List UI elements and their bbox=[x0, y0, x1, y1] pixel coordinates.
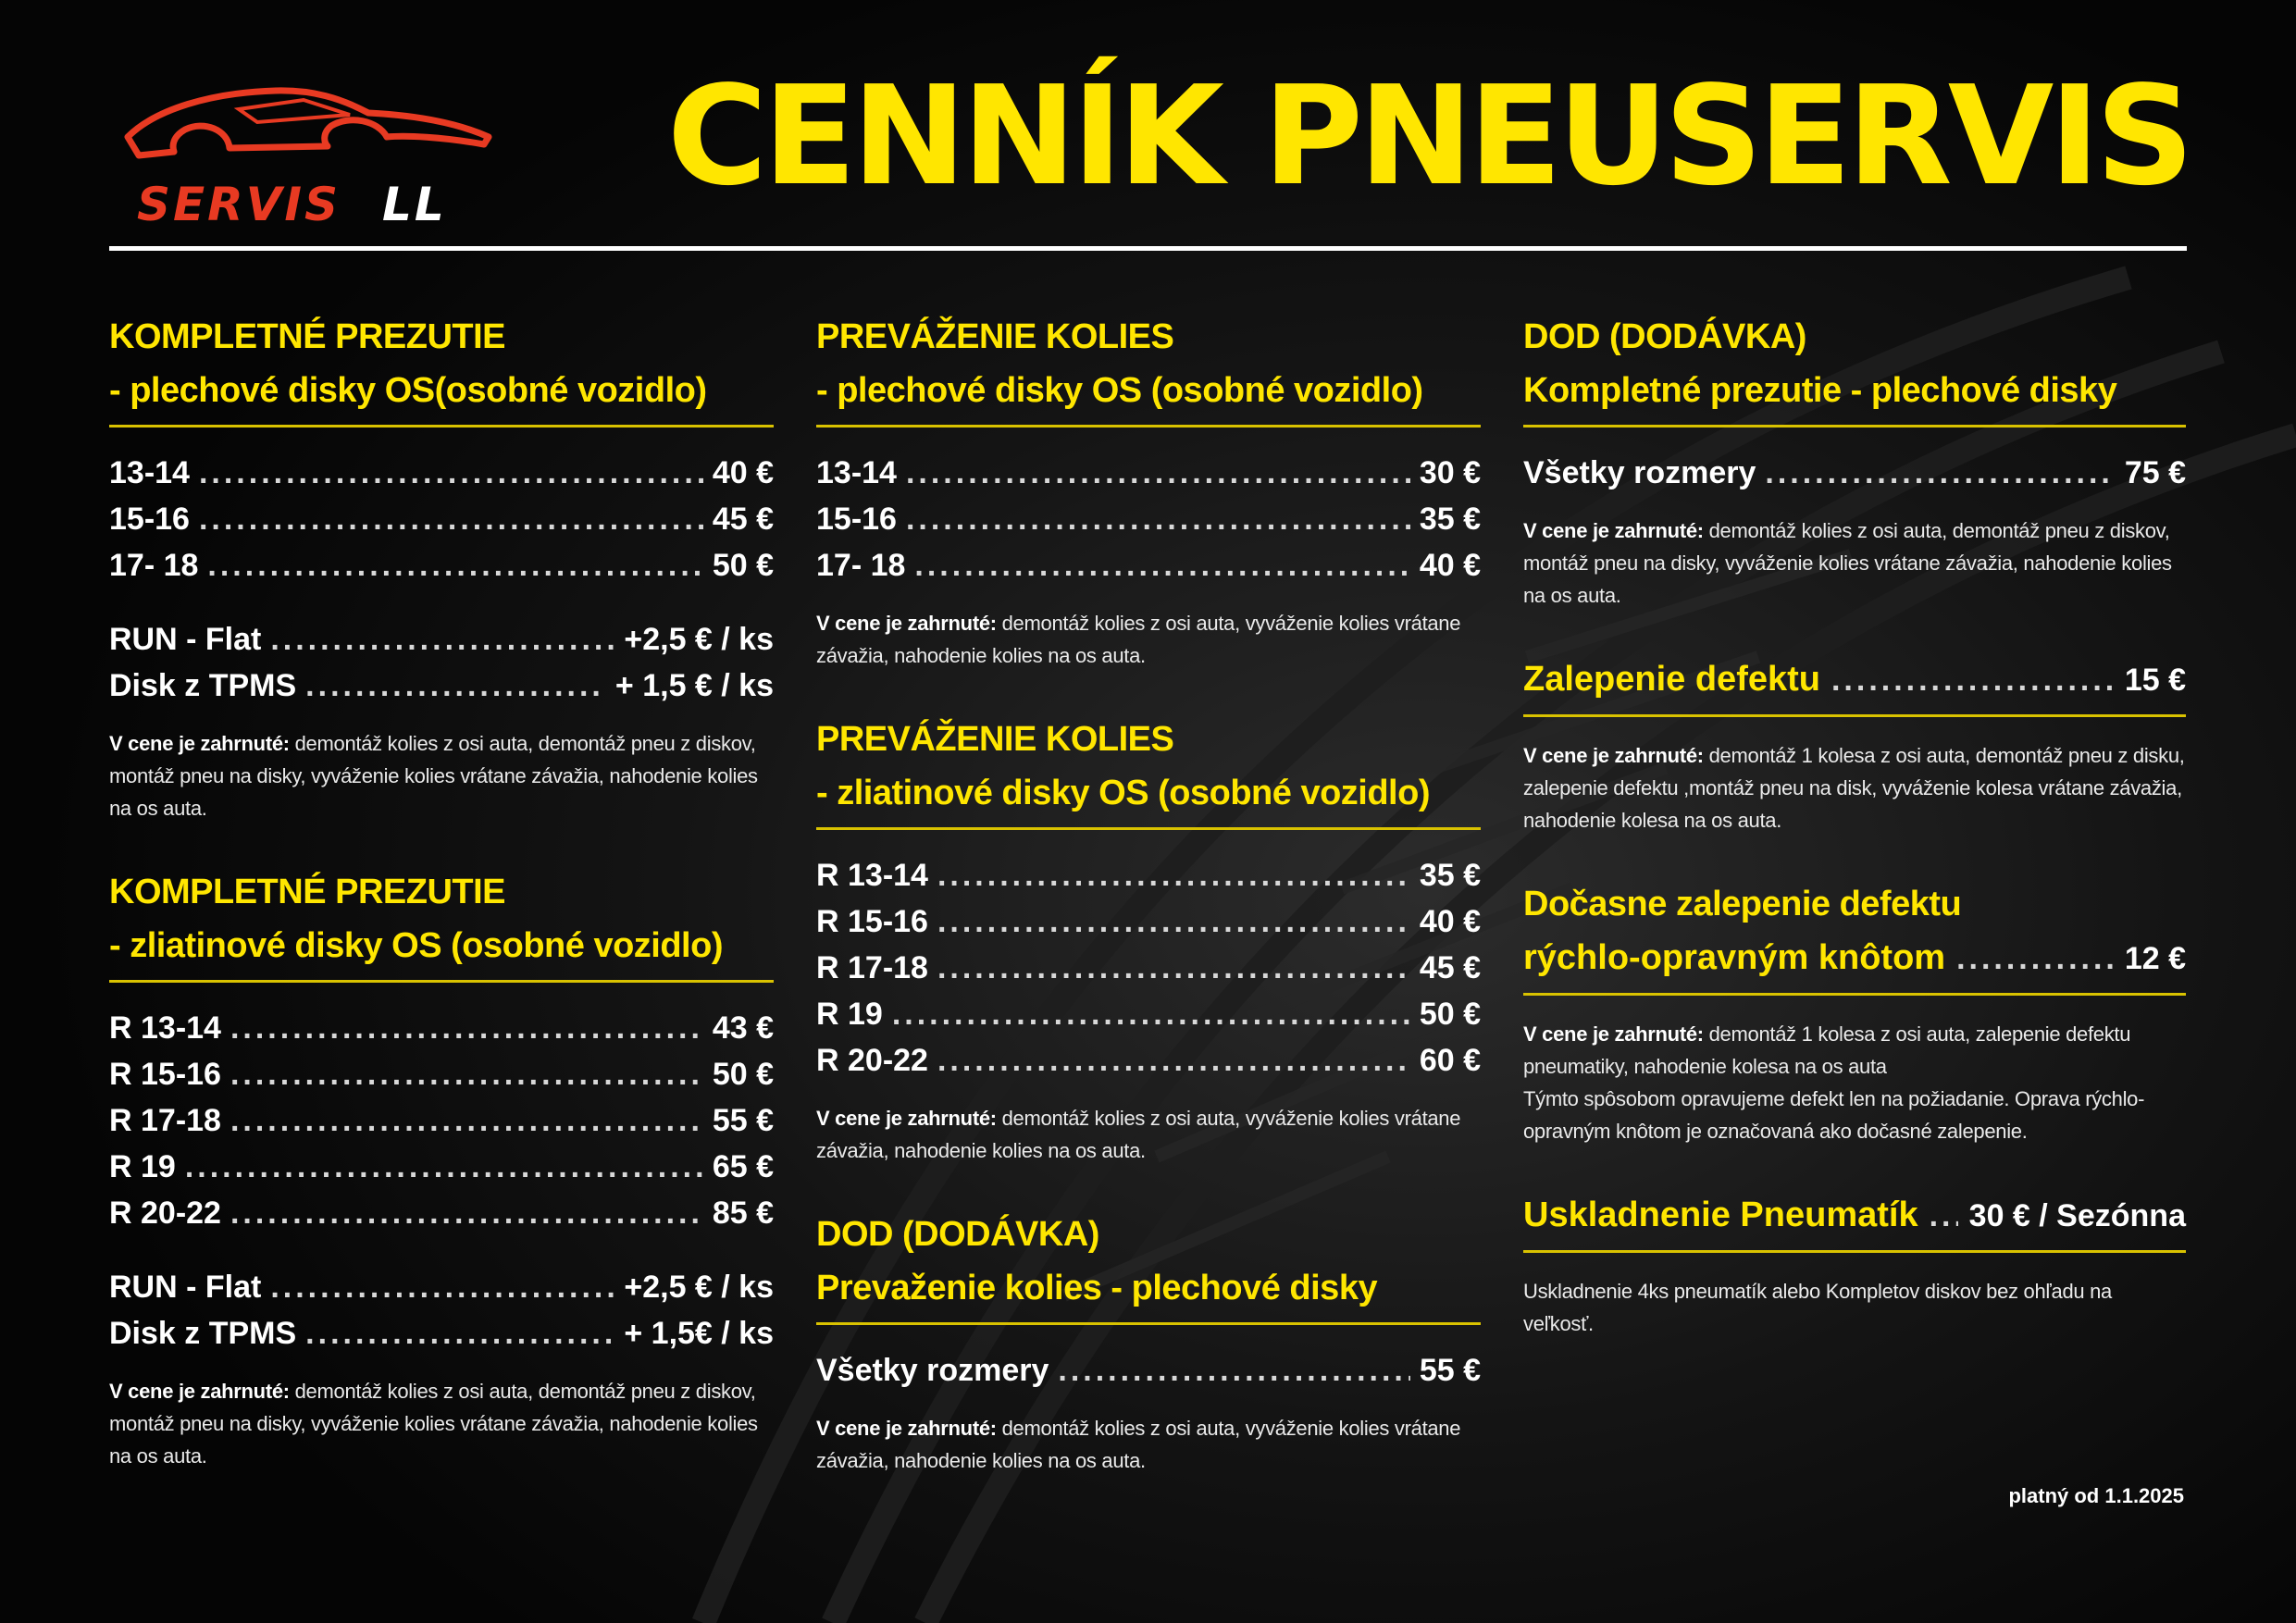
section-divider bbox=[816, 425, 1481, 427]
extra-price-row: RUN - Flat ..... +2,5 € / ks bbox=[109, 1264, 774, 1310]
column-kompletne-prezutie bbox=[109, 310, 774, 1472]
included-note: V cene je zahrnuté: demontáž kolies z osi auta, demontáž pneu z diskov, montáž pneu na disky, vyváženie kolies vrátane závažia, nahodenie kolies na os auta. bbox=[109, 1380, 758, 1468]
price-row: R 13-14 ..... 35 € bbox=[816, 852, 1481, 898]
extra-price-row: Disk z TPMS ..... + 1,5 € / ks bbox=[109, 663, 774, 709]
included-note: V cene je zahrnuté: demontáž kolies z osi auta, vyváženie kolies vrátane závažia, nahodenie kolies na os auta. bbox=[816, 1107, 1461, 1162]
price-row: Všetky rozmery ..... 55 € bbox=[816, 1347, 1481, 1394]
defect-repair-heading: Zalepenie defektu ..... 15 € bbox=[1523, 652, 2186, 707]
section-heading: DOD (DODÁVKA) bbox=[816, 1215, 1099, 1254]
section-divider bbox=[1523, 425, 2186, 427]
included-note: V cene je zahrnuté: demontáž 1 kolesa z osi auta, zalepenie defektu pneumatiky, nahodenie kolesa na os auta Týmto spôsobom opravujeme defekt len na požiadanie. Oprava rýchlo-opravným knôtom je označovaná ako dočasné zalepenie. bbox=[1523, 1022, 2145, 1143]
temporary-repair-heading: rýchlo-opravným knôtom ..... 12 € bbox=[1523, 931, 2186, 985]
price-row: R 19 ..... 50 € bbox=[816, 991, 1481, 1037]
section-divider bbox=[1523, 993, 2186, 996]
section-divider bbox=[109, 425, 774, 427]
price-row: 17- 18 ..... 50 € bbox=[109, 542, 774, 588]
section-divider bbox=[816, 827, 1481, 830]
section-divider bbox=[1523, 714, 2186, 717]
servisll-logo bbox=[118, 81, 498, 229]
svg-text:SERVIS: SERVIS bbox=[137, 178, 341, 229]
valid-from-date: platný od 1.1.2025 bbox=[2008, 1484, 2184, 1507]
section-heading: DOD (DODÁVKA) bbox=[1523, 317, 1806, 356]
price-row: R 17-18 ..... 45 € bbox=[816, 945, 1481, 991]
included-note: V cene je zahrnuté: demontáž 1 kolesa z osi auta, demontáž pneu z disku, zalepenie defektu ,montáž pneu na disk, vyváženie kolesa vrátane závažia, nahodenie kolesa na os auta. bbox=[1523, 744, 2185, 832]
section-heading: KOMPLETNÉ PREZUTIE bbox=[109, 317, 506, 356]
price-row: 13-14 ..... 40 € bbox=[109, 450, 774, 496]
included-note: V cene je zahrnuté: demontáž kolies z osi auta, vyváženie kolies vrátane závažia, nahodenie kolies na os auta. bbox=[816, 1417, 1461, 1472]
section-subheading: Prevaženie kolies - plechové disky bbox=[816, 1269, 1378, 1307]
extra-price-row: Disk z TPMS ..... + 1,5€ / ks bbox=[109, 1310, 774, 1357]
price-row: R 19 ..... 65 € bbox=[109, 1144, 774, 1190]
column-dodavka-a-defekty bbox=[1523, 310, 2186, 1340]
section-subheading: - zliatinové disky OS (osobné vozidlo) bbox=[816, 774, 1430, 812]
section-divider bbox=[816, 1322, 1481, 1325]
price-row: 13-14 ..... 30 € bbox=[816, 450, 1481, 496]
price-row: R 15-16 ..... 50 € bbox=[109, 1051, 774, 1097]
section-heading: PREVÁŽENIE KOLIES bbox=[816, 720, 1174, 759]
extra-price-row: RUN - Flat ..... +2,5 € / ks bbox=[109, 616, 774, 663]
price-row: R 13-14 ..... 43 € bbox=[109, 1005, 774, 1051]
column-prevazenie-kolies bbox=[816, 310, 1481, 1477]
price-row: 15-16 ..... 35 € bbox=[816, 496, 1481, 542]
section-subheading: - plechové disky OS(osobné vozidlo) bbox=[109, 371, 707, 410]
section-heading: Dočasne zalepenie defektu bbox=[1523, 885, 1962, 923]
price-row: R 15-16 ..... 40 € bbox=[816, 898, 1481, 945]
storage-note: Uskladnenie 4ks pneumatík alebo Kompletov diskov bez ohľadu na veľkosť. bbox=[1523, 1280, 2112, 1335]
section-divider bbox=[109, 980, 774, 983]
price-row: R 17-18 ..... 55 € bbox=[109, 1097, 774, 1144]
price-row: R 20-22 ..... 60 € bbox=[816, 1037, 1481, 1084]
section-heading: PREVÁŽENIE KOLIES bbox=[816, 317, 1174, 356]
price-row: R 20-22 ..... 85 € bbox=[109, 1190, 774, 1236]
section-heading: KOMPLETNÉ PREZUTIE bbox=[109, 873, 506, 911]
section-subheading: - plechové disky OS (osobné vozidlo) bbox=[816, 371, 1423, 410]
svg-text:LL: LL bbox=[382, 178, 447, 229]
included-note: V cene je zahrnuté: demontáž kolies z osi auta, demontáž pneu z diskov, montáž pneu na disky, vyváženie kolies vrátane závažia, nahodenie kolies na os auta. bbox=[109, 732, 758, 820]
included-note: V cene je zahrnuté: demontáž kolies z osi auta, vyváženie kolies vrátane závažia, nahodenie kolies na os auta. bbox=[816, 612, 1461, 667]
section-subheading: Kompletné prezutie - plechové disky bbox=[1523, 371, 2117, 410]
header-divider bbox=[109, 246, 2187, 251]
section-divider bbox=[1523, 1250, 2186, 1253]
page-title: CENNÍK PNEUSERVIS bbox=[666, 56, 2190, 216]
included-note: V cene je zahrnuté: demontáž kolies z osi auta, demontáž pneu z diskov, montáž pneu na disky, vyváženie kolies vrátane závažia, nahodenie kolies na os auta. bbox=[1523, 519, 2172, 607]
storage-heading: Uskladnenie Pneumatík ..... 30 € / Sezónna bbox=[1523, 1188, 2186, 1243]
price-row: Všetky rozmery ..... 75 € bbox=[1523, 450, 2186, 496]
price-row: 17- 18 ..... 40 € bbox=[816, 542, 1481, 588]
price-row: 15-16 ..... 45 € bbox=[109, 496, 774, 542]
section-subheading: - zliatinové disky OS (osobné vozidlo) bbox=[109, 926, 723, 965]
